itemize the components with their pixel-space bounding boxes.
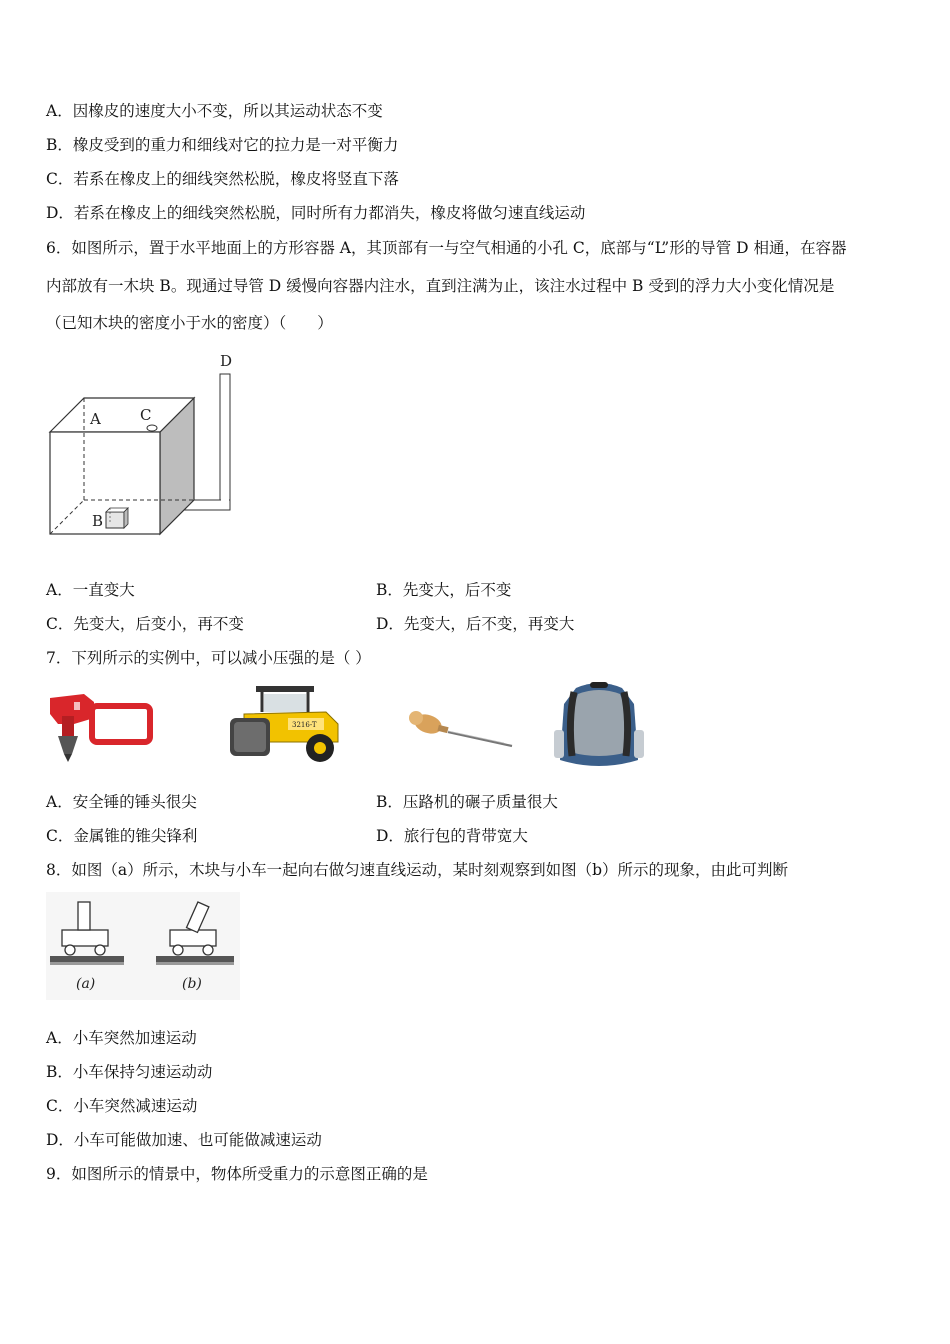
- q6-stem-line3: （已知木块的密度小于水的密度）（ ）: [46, 314, 333, 332]
- q8-option-b: B．小车保持匀速运动动: [46, 1063, 213, 1081]
- wood-block-b: [106, 512, 124, 528]
- q6-option-d: D．先变大，后不变，再变大: [376, 615, 575, 633]
- q7-option-b: B．压路机的碾子质量很大: [376, 793, 558, 811]
- metal-awl-image: [404, 704, 516, 754]
- q8-option-a: A．小车突然加速运动: [46, 1029, 197, 1047]
- q8-cart-figure: [46, 892, 240, 1000]
- q5-option-a: A．因橡皮的速度大小不变，所以其运动状态不变: [46, 102, 383, 120]
- label-a: A: [90, 410, 101, 428]
- box-front-face: [50, 432, 160, 534]
- label-b: B: [92, 512, 104, 530]
- label-d: D: [220, 352, 233, 370]
- label-fig-b: (b): [182, 976, 202, 992]
- q8-option-d: D．小车可能做加速、也可能做减速运动: [46, 1131, 322, 1149]
- safety-hammer-image: [44, 690, 156, 764]
- q5-option-c: C．若系在橡皮上的细线突然松脱，橡皮将竖直下落: [46, 170, 399, 188]
- q6-stem-line1: 6．如图所示，置于水平地面上的方形容器 A，其顶部有一与空气相通的小孔 C，底部与“L”形的导管 D 相通，在容器: [46, 239, 847, 257]
- block-a: [78, 902, 90, 930]
- q6-option-c: C．先变大，后变小，再不变: [46, 615, 244, 633]
- q6-stem-line2: 内部放有一木块 B。现通过导管 D 缓慢向容器内注水，直到注满为止，该注水过程中 B 受到的浮力大小变化情况是: [46, 277, 835, 295]
- q6-container-figure: [44, 348, 244, 544]
- hole-c: [147, 425, 157, 431]
- travel-backpack-image: [550, 680, 648, 772]
- q5-option-b: B．橡皮受到的重力和细线对它的拉力是一对平衡力: [46, 136, 399, 154]
- road-roller-image: [226, 684, 350, 764]
- q7-option-c: C．金属锥的锥尖锋利: [46, 827, 198, 845]
- q5-option-d: D．若系在橡皮上的细线突然松脱，同时所有力都消失，橡皮将做匀速直线运动: [46, 204, 586, 222]
- pipe-d-vertical: [220, 374, 230, 508]
- label-fig-a: (a): [76, 976, 96, 992]
- q7-stem: 7．下列所示的实例中，可以减小压强的是（ ）: [46, 649, 371, 667]
- roller-model-text: 3216-T: [292, 721, 317, 729]
- label-c: C: [140, 406, 152, 424]
- q7-option-a: A．安全锤的锤头很尖: [46, 793, 197, 811]
- q7-option-d: D．旅行包的背带宽大: [376, 827, 528, 845]
- q6-option-b: B．先变大，后不变: [376, 581, 512, 599]
- cart-b-body: [170, 930, 216, 946]
- q8-stem: 8．如图（a）所示，木块与小车一起向右做匀速直线运动，某时刻观察到如图（b）所示的现象，由此可判断: [46, 861, 789, 879]
- q9-stem: 9．如图所示的情景中，物体所受重力的示意图正确的是: [46, 1165, 428, 1183]
- cart-a-body: [62, 930, 108, 946]
- q8-option-c: C．小车突然减速运动: [46, 1097, 198, 1115]
- q6-option-a: A．一直变大: [46, 581, 135, 599]
